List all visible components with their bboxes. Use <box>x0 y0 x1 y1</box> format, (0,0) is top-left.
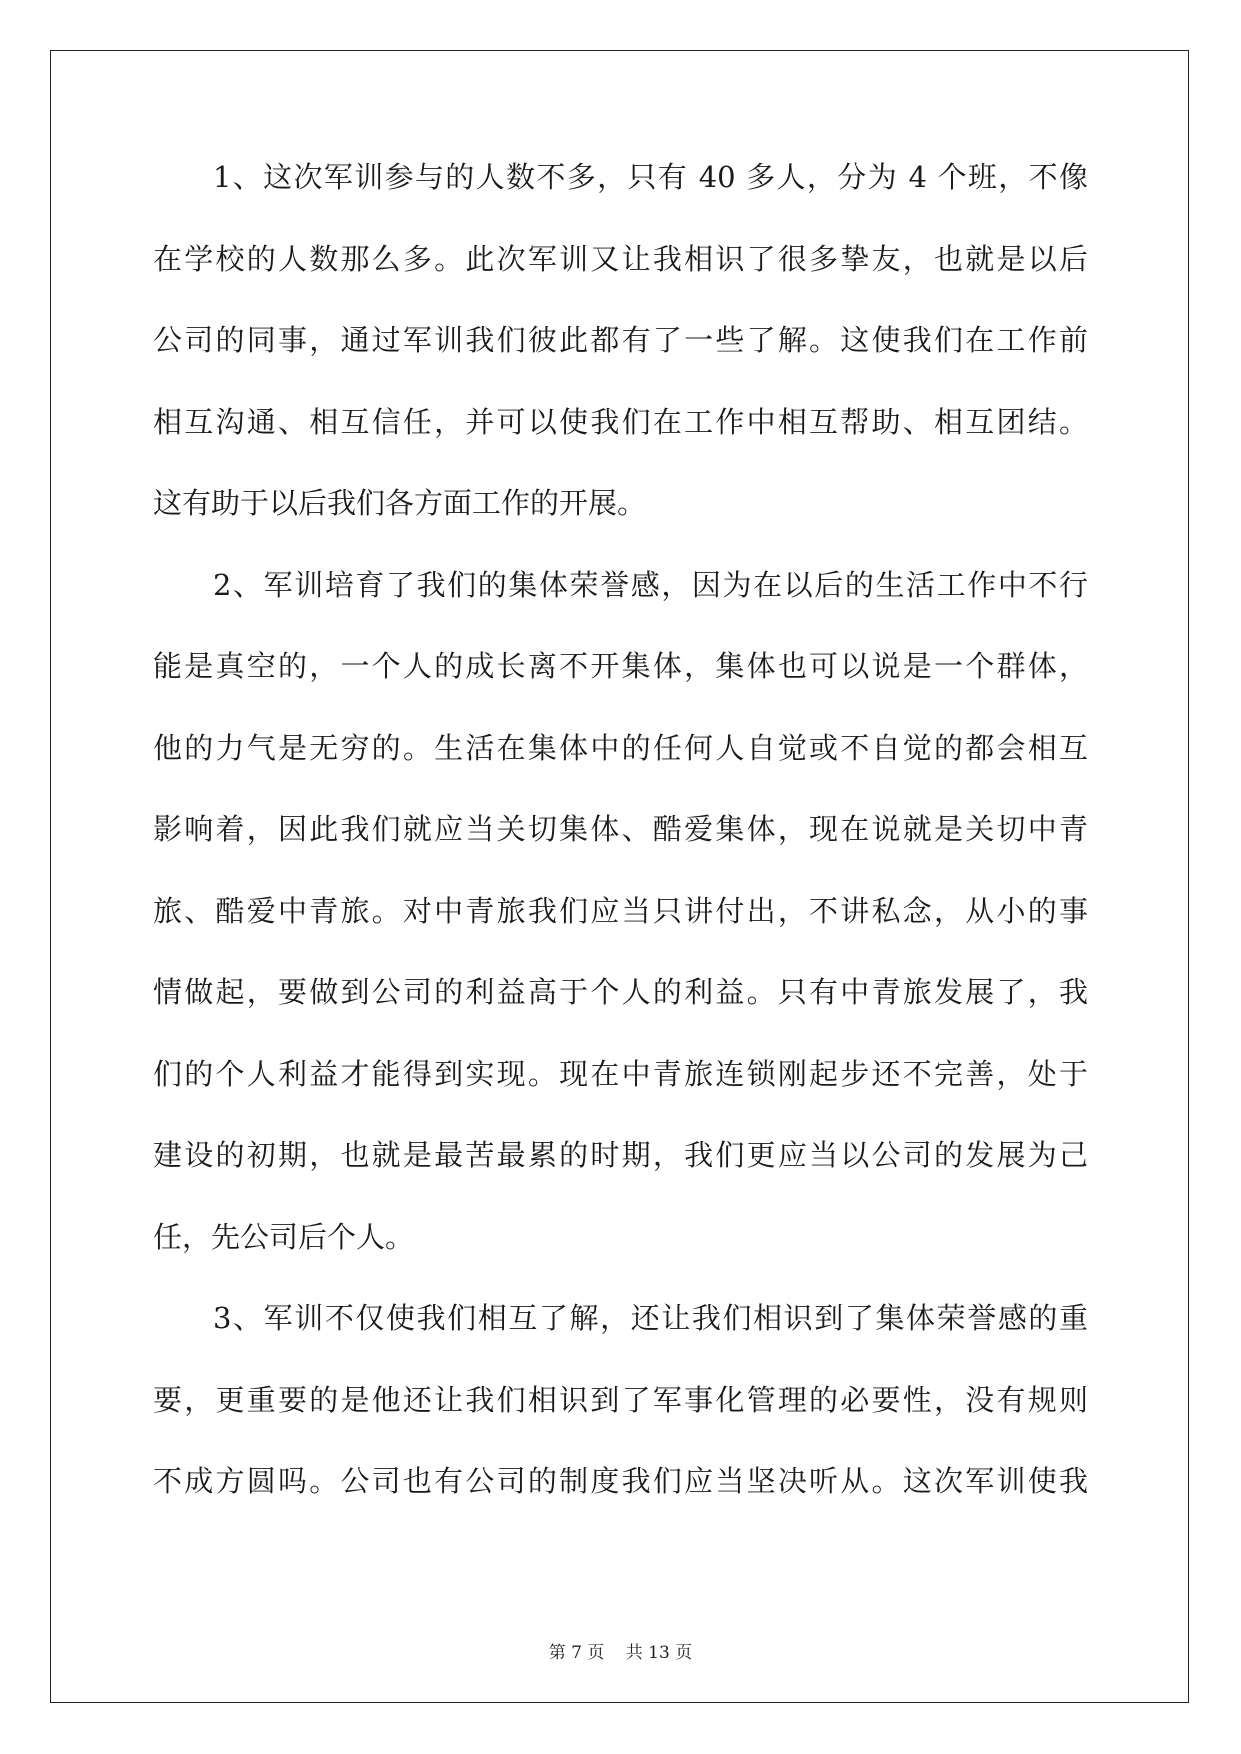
page-total: 共 13 页 <box>625 1643 693 1663</box>
text-line: 公司的同事，通过军训我们彼此都有了一些了解。这使我们在工作前 <box>153 323 1088 357</box>
text-line: 们的个人利益才能得到实现。现在中青旅连锁刚起步还不完善，处于 <box>153 1056 1088 1091</box>
page-footer <box>0 1638 1241 1663</box>
text-line: 3、军训不仅使我们相互了解，还让我们相识到了集体荣誉感的重 <box>213 1301 1088 1335</box>
text-line: 2、军训培育了我们的集体荣誉感，因为在以后的生活工作中不行 <box>213 567 1088 602</box>
text-line: 他的力气是无穷的。生活在集体中的任何人自觉或不自觉的都会相互 <box>153 730 1088 765</box>
text-line: 在学校的人数那么多。此次军训又让我相识了很多挚友，也就是以后 <box>153 241 1088 276</box>
text-line: 影响着，因此我们就应当关切集体、酷爱集体，现在说就是关切中青 <box>153 812 1088 846</box>
text-line: 建设的初期，也就是最苦最累的时期，我们更应当以公司的发展为己 <box>153 1138 1088 1172</box>
text-line: 要，更重要的是他还让我们相识到了军事化管理的必要性，没有规则 <box>153 1382 1088 1417</box>
text-line: 旅、酷爱中青旅。对中青旅我们应当只讲付出，不讲私念，从小的事 <box>153 893 1088 928</box>
text-line: 能是真空的，一个人的成长离不开集体，集体也可以说是一个群体， <box>153 649 1088 683</box>
text-line: 相互沟通、相互信任，并可以使我们在工作中相互帮助、相互团结。 <box>153 404 1088 439</box>
text-line: 任，先公司后个人。 <box>153 1219 415 1254</box>
page-number: 第 7 页 <box>548 1643 605 1663</box>
text-line: 这有助于以后我们各方面工作的开展。 <box>153 486 647 520</box>
document-body <box>153 160 1088 1546</box>
text-line: 情做起，要做到公司的利益高于个人的利益。只有中青旅发展了，我 <box>153 975 1088 1009</box>
text-line: 1、这次军训参与的人数不多，只有 40 多人，分为 4 个班，不像 <box>213 160 1088 194</box>
text-line: 不成方圆吗。公司也有公司的制度我们应当坚决听从。这次军训使我 <box>153 1464 1088 1498</box>
